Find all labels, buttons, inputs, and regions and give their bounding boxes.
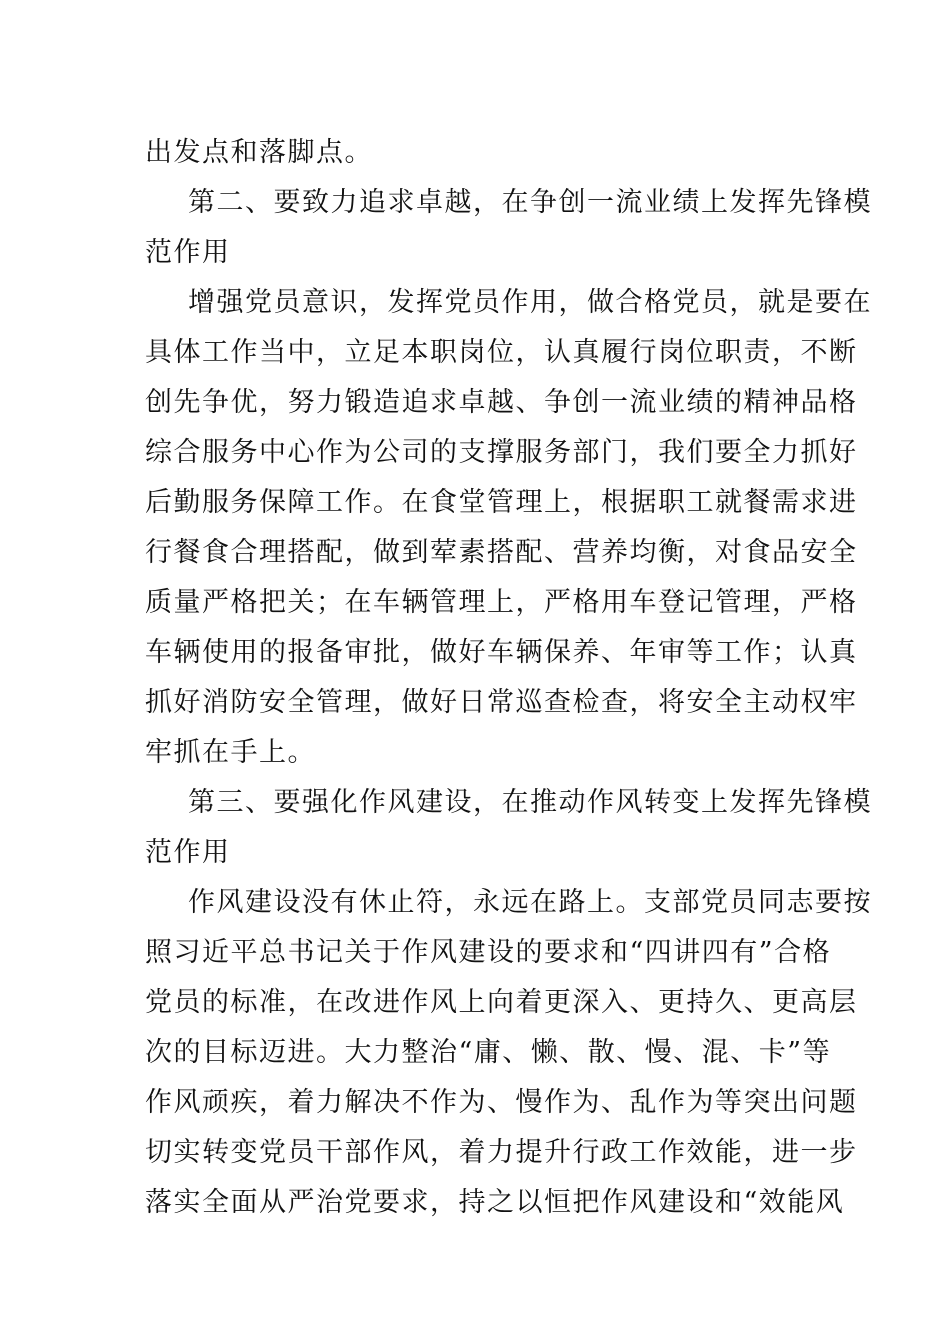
text-line: 第三、要强化作风建设，在推动作风转变上发挥先锋模 xyxy=(188,787,872,818)
section-heading-2 xyxy=(145,178,872,278)
text-line: 后勤服务保障工作。在食堂管理上，根据职工就餐需求进 xyxy=(145,487,858,518)
text-line: 创先争优，努力锻造追求卓越、争创一流业绩的精神品格 xyxy=(145,387,858,418)
text-line: 照习近平总书记关于作风建设的要求和“四讲四有”合格 xyxy=(145,937,832,968)
text-line: 作风建设没有休止符，永远在路上。支部党员同志要按 xyxy=(188,887,872,918)
text-line: 落实全面从严治党要求，持之以恒把作风建设和“效能风 xyxy=(145,1187,845,1218)
text-line: 范作用 xyxy=(145,237,231,268)
text-line: 党员的标准，在改进作风上向着更深入、更持久、更高层 xyxy=(145,987,858,1018)
text-line: 出发点和落脚点。 xyxy=(145,137,373,168)
paragraph-body-3 xyxy=(145,878,872,1228)
text-line: 行餐食合理搭配，做到荤素搭配、营养均衡，对食品安全 xyxy=(145,537,858,568)
text-line: 作风顽疾，着力解决不作为、慢作为、乱作为等突出问题 xyxy=(145,1087,858,1118)
text-line: 牢抓在手上。 xyxy=(145,737,316,768)
text-line: 第二、要致力追求卓越，在争创一流业绩上发挥先锋模 xyxy=(188,187,872,218)
text-line: 次的目标迈进。大力整治“庸、懒、散、慢、混、卡”等 xyxy=(145,1037,832,1068)
text-line: 抓好消防安全管理，做好日常巡查检查，将安全主动权牢 xyxy=(145,687,858,718)
text-line: 综合服务中心作为公司的支撑服务部门，我们要全力抓好 xyxy=(145,437,858,468)
paragraph-continuation xyxy=(145,128,810,178)
text-line: 车辆使用的报备审批，做好车辆保养、年审等工作；认真 xyxy=(145,637,858,668)
text-line: 质量严格把关；在车辆管理上，严格用车登记管理，严格 xyxy=(145,587,858,618)
text-line: 切实转变党员干部作风，着力提升行政工作效能，进一步 xyxy=(145,1137,858,1168)
section-heading-3 xyxy=(145,778,872,878)
text-line: 增强党员意识，发挥党员作用，做合格党员，就是要在 xyxy=(188,287,872,318)
paragraph-body-2 xyxy=(145,278,872,778)
text-line: 范作用 xyxy=(145,837,231,868)
text-line: 具体工作当中，立足本职岗位，认真履行岗位职责，不断 xyxy=(145,337,858,368)
